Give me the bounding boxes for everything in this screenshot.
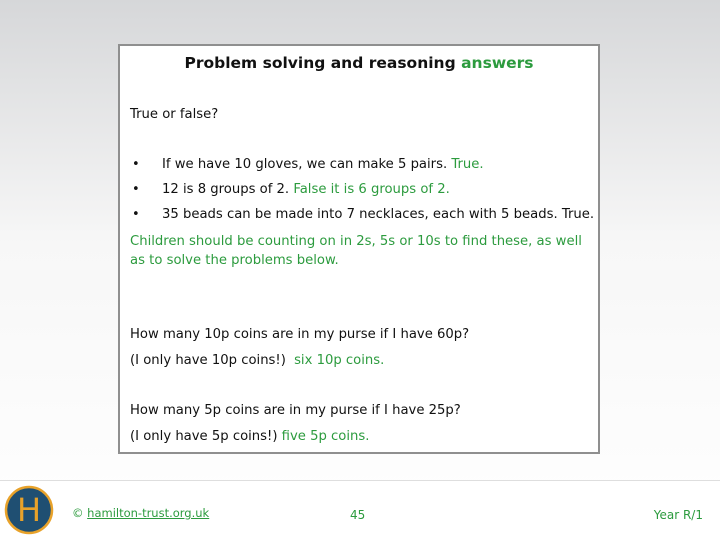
answer: True. — [451, 157, 484, 172]
logo-letter: H — [16, 491, 42, 529]
hamilton-logo-icon — [4, 483, 54, 537]
problem-question: How many 10p coins are in my purse if I have 60p? — [130, 327, 470, 342]
problem-hint: (I only have 10p coins!) — [130, 353, 286, 368]
statement: If we have 10 gloves, we can make 5 pairs. — [162, 157, 448, 172]
bullet-marker: • — [132, 182, 140, 197]
year-label: Year R/1 — [653, 508, 703, 522]
bullet-marker: • — [132, 207, 140, 222]
title-accent: answers — [461, 54, 534, 72]
problem-answer: five 5p coins. — [281, 429, 370, 444]
answer: True. — [561, 207, 595, 222]
copyright-symbol: © — [72, 506, 84, 520]
intro-text: True or false? — [130, 107, 219, 122]
answer: False it is 6 groups of 2. — [293, 182, 450, 197]
statement: 12 is 8 groups of 2. — [162, 182, 290, 197]
list-item — [162, 182, 450, 197]
title-main: Problem solving and reasoning — [184, 54, 456, 72]
page-number: 45 — [350, 508, 366, 522]
problem-answer: six 10p coins. — [294, 353, 385, 368]
teacher-note: Children should be counting on in 2s, 5s or 10s to find these, as well as to solve the problems below. — [130, 234, 582, 268]
problem-question: How many 5p coins are in my purse if I have 25p? — [130, 403, 461, 418]
problem-line — [130, 353, 384, 368]
problem-line — [130, 429, 369, 444]
list-item — [162, 207, 594, 222]
content-box — [118, 44, 600, 454]
copyright — [72, 506, 209, 520]
bullet-marker: • — [132, 157, 140, 172]
problem-hint: (I only have 5p coins!) — [130, 429, 278, 444]
page-title — [120, 54, 598, 72]
statement: 35 beads can be made into 7 necklaces, each with 5 beads. — [162, 207, 558, 222]
list-item — [162, 157, 484, 172]
hamilton-trust-link[interactable]: hamilton-trust.org.uk — [87, 506, 210, 520]
